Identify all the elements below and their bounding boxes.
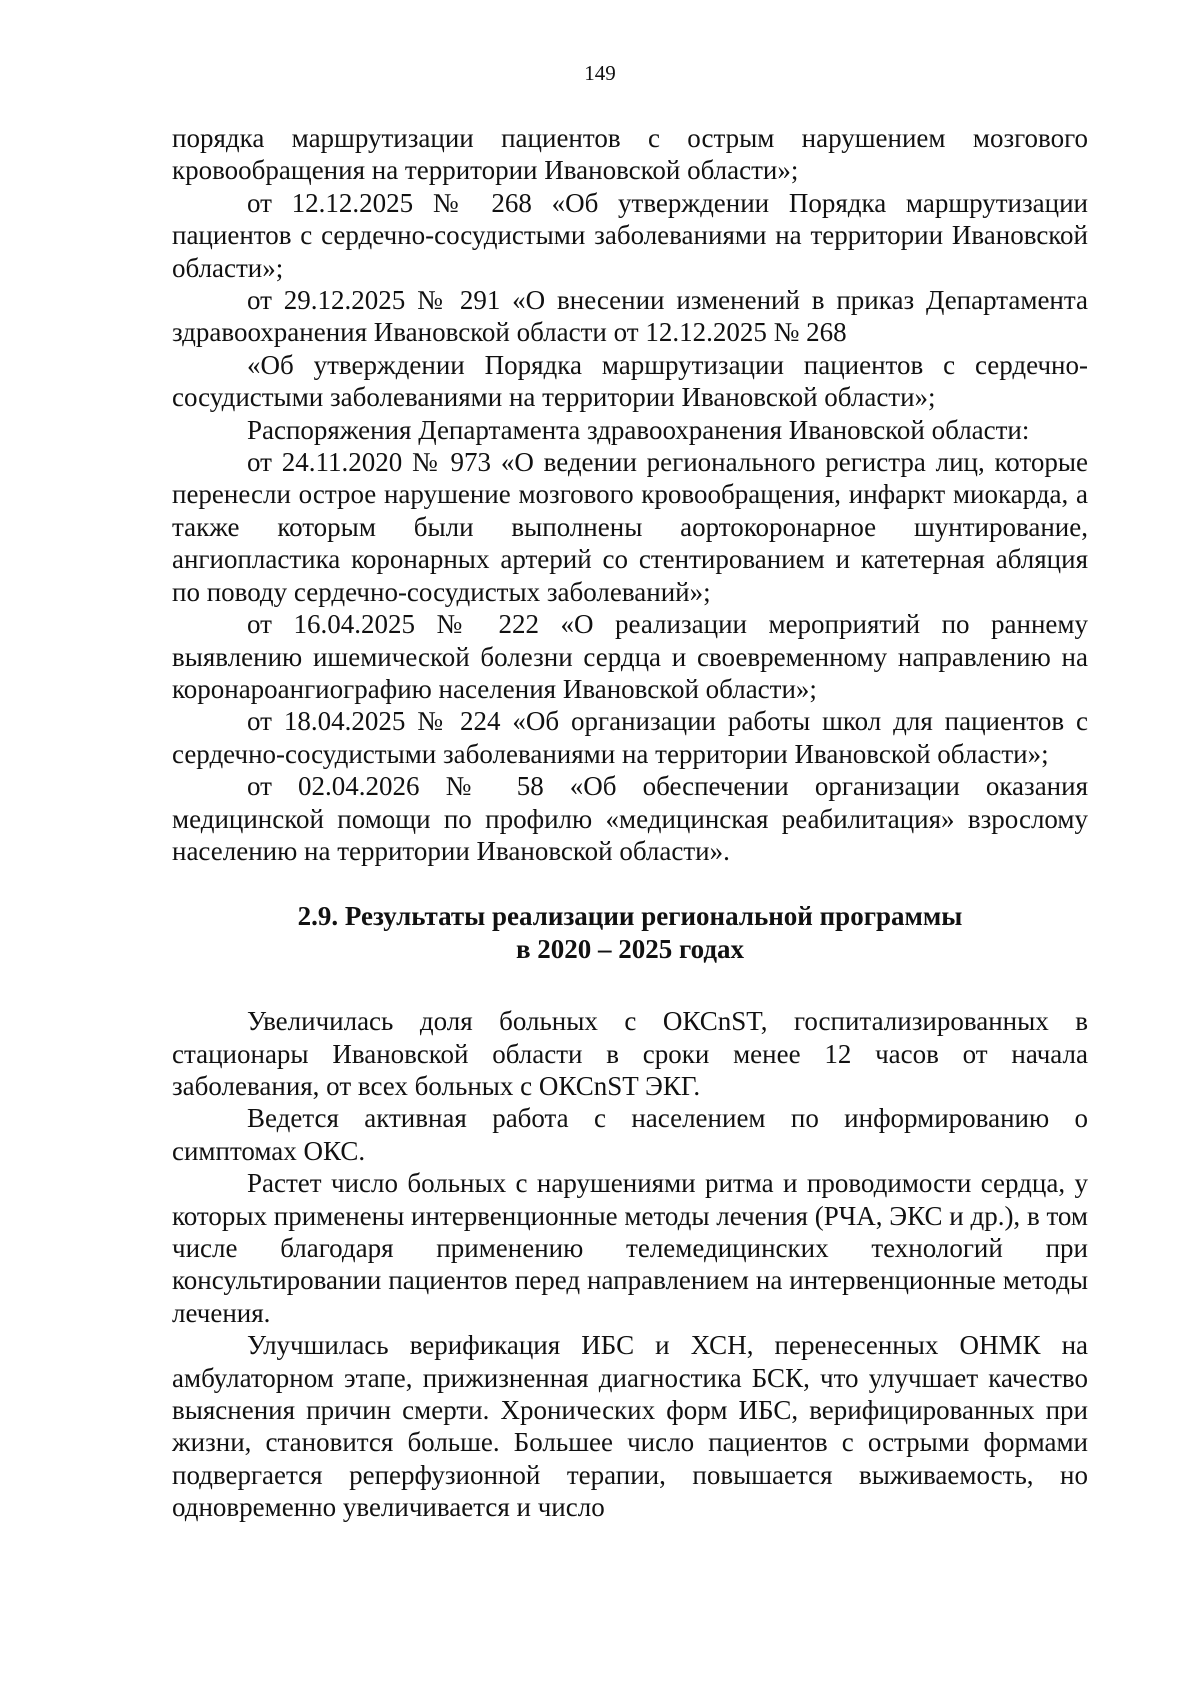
paragraph-7: от 18.04.2025 № 224 «Об организации работы школ для пациентов с сердечно-сосудистыми заболеваниями на территории Ивановской области»;	[172, 706, 1088, 769]
paragraph-4: Распоряжения Департамента здравоохранения Ивановской области:	[247, 414, 1030, 445]
paragraph-9: Увеличилась доля больных с ОКСnST, госпитализированных в стационары Ивановской области в сроки менее 12 часов от начала заболевания, от всех больных с ОКСnST ЭКГ.	[172, 1006, 1088, 1101]
page-number: 149	[584, 61, 616, 85]
paragraph-6: от 16.04.2025 № 222 «О реализации мероприятий по раннему выявлению ишемической болезни сердца и своевременному направлению на коронароангиографию населения Ивановской области»;	[172, 609, 1088, 704]
section-heading	[172, 900, 1088, 965]
paragraph-5: от 24.11.2020 № 973 «О ведении регионального регистра лиц, которые перенесли острое нарушение мозгового кровообращения, инфаркт миокарда, а также которым были выполнены аортокоронарное шунтирование, ангиопластика коронарных артерий со стентированием и катетерная абляция по поводу сердечно-сосудистых заболеваний»;	[172, 447, 1088, 607]
paragraph-12: Улучшилась верификация ИБС и ХСН, перенесенных ОНМК на амбулаторном этапе, прижизненная диагностика БСК, что улучшает качество выяснения причин смерти. Хронических форм ИБС, верифицированных при жизни, становится больше. Большее число пациентов с острыми формами подвергается реперфузионной терапии, повышается выживаемость, но одновременно увеличивается и число	[172, 1330, 1088, 1523]
paragraph-3: «Об утверждении Порядка маршрутизации пациентов с сердечно-сосудистыми заболеваниями на территории Ивановской области»;	[172, 349, 1088, 413]
paragraph-11: Растет число больных с нарушениями ритма и проводимости сердца, у которых применены интервенционные методы лечения (РЧА, ЭКС и др.), в том числе благодаря применению телемедицинских технологий при консультировании пациентов перед направлением на интервенционные методы лечения.	[172, 1168, 1088, 1328]
paragraph-1: от 12.12.2025 № 268 «Об утверждении Порядка маршрутизации пациентов с сердечно-сосудистыми заболеваниями на территории Ивановской области»;	[172, 187, 1088, 283]
paragraph-2: от 29.12.2025 № 291 «О внесении изменений в приказ Департамента здравоохранения Ивановской области от 12.12.2025 № 268	[172, 285, 1088, 348]
document-body	[172, 122, 1088, 1524]
paragraph-0: порядка маршрутизации пациентов с острым нарушением мозгового кровообращения на территории Ивановской области»;	[172, 123, 1088, 186]
paragraph-10: Ведется активная работа с населением по информированию о симптомах ОКС.	[172, 1103, 1088, 1166]
section-heading-line2: в 2020 – 2025 годах	[515, 933, 745, 964]
section-heading-line1: 2.9. Результаты реализации региональной программы	[297, 901, 963, 932]
paragraph-8: от 02.04.2026 № 58 «Об обеспечении организации оказания медицинской помощи по профилю «медицинская реабилитация» взрослому населению на территории Ивановской области».	[172, 771, 1088, 866]
